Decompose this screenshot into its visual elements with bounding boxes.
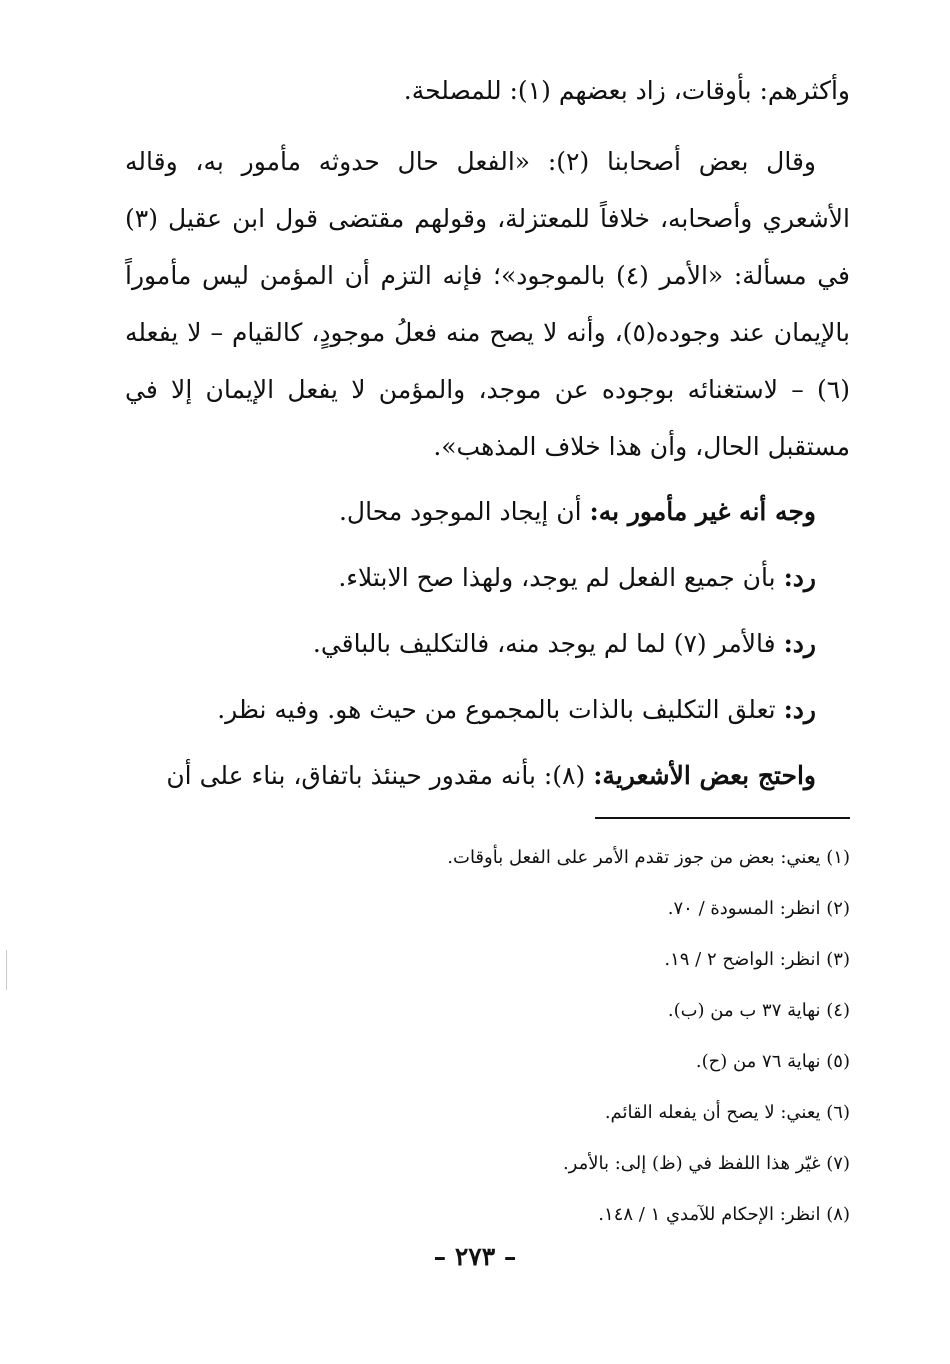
main-text	[125, 62, 850, 813]
argument-5	[125, 747, 850, 804]
paragraph-1: وأكثرهم: بأوقات، زاد بعضهم (١): للمصلحة.	[403, 76, 850, 105]
argument-4-lead: رد:	[783, 695, 816, 724]
argument-1-lead: وجه أنه غير مأمور به:	[589, 497, 816, 526]
argument-4-text: تعلق التكليف بالذات بالمجموع من حيث هو. وفيه نظر.	[217, 695, 784, 724]
argument-1	[125, 483, 850, 540]
page-number: – ٢٧٣ –	[433, 1242, 517, 1271]
footnotes	[125, 832, 850, 1240]
argument-4	[125, 681, 850, 738]
footnote-1: (١) يعني: بعض من جوز تقدم الأمر على الفعل بأوقات.	[447, 847, 850, 868]
paragraph-2: وقال بعض أصحابنا (٢): «الفعل حال حدوثه مأمور به، وقاله الأشعري وأصحابه، خلافاً للمعتزلة، وقولهم مقتضى قول ابن عقيل (٣) في مسألة: «الأمر (٤) بالموجود»؛ فإنه التزم أن المؤمن ليس مأموراً بالإيمان عند وجوده(٥)، وأنه لا يصح منه فعلُ موجودٍ، كالقيام – لا يفعله (٦) – لاستغنائه بوجوده عن موجد، والمؤمن لا يفعل الإيمان إلا في مستقبل الحال، وأن هذا خلاف المذهب».	[125, 147, 851, 461]
footnote-3: (٣) انظر: الواضح ٢ / ١٩.	[664, 949, 850, 970]
footnote-7: (٧) غيّر هذا اللفظ في (ظ) إلى: بالأمر.	[562, 1153, 850, 1174]
argument-2	[125, 549, 850, 606]
footnote-5: (٥) نهاية ٧٦ من (ح).	[695, 1051, 850, 1072]
argument-2-text: بأن جميع الفعل لم يوجد، ولهذا صح الابتلاء.	[338, 563, 784, 592]
argument-3-lead: رد:	[783, 629, 816, 658]
scan-edge-mark	[6, 950, 7, 990]
argument-3-text: فالأمر (٧) لما لم يوجد منه، فالتكليف بالباقي.	[312, 629, 784, 658]
argument-5-text: (٨): بأنه مقدور حينئذ باتفاق، بناء على أن	[166, 761, 594, 790]
footnote-2: (٢) انظر: المسودة / ٧٠.	[667, 898, 850, 919]
argument-3	[125, 615, 850, 672]
argument-2-lead: رد:	[783, 563, 816, 592]
footnote-divider	[595, 817, 850, 819]
footnote-6: (٦) يعني: لا يصح أن يفعله القائم.	[604, 1102, 850, 1123]
argument-5-lead: واحتج بعض الأشعرية:	[593, 761, 816, 790]
footnote-4: (٤) نهاية ٣٧ ب من (ب).	[667, 1000, 850, 1021]
footnote-8: (٨) انظر: الإحكام للآمدي ١ / ١٤٨.	[598, 1204, 850, 1225]
argument-1-text: أن إيجاد الموجود محال.	[338, 497, 590, 526]
